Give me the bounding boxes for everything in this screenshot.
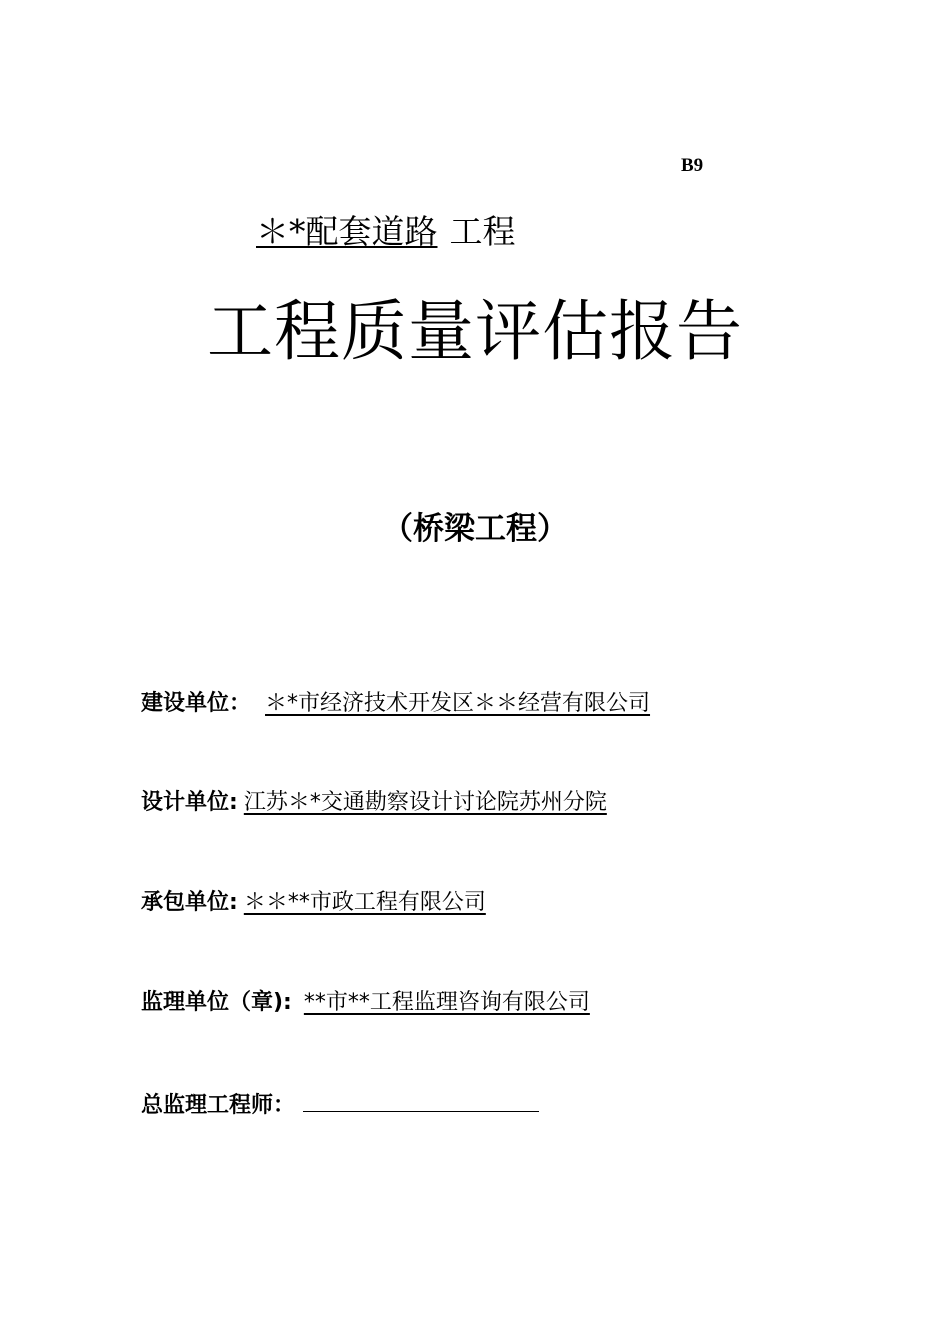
project-title — [256, 212, 516, 252]
design-unit-label: 设计单位: — [141, 790, 238, 815]
contract-unit-value: ＊＊**市政工程有限公司 — [243, 890, 486, 915]
supervise-unit-value: **市**工程监理咨询有限公司 — [303, 990, 590, 1015]
report-subtitle: （桥梁工程） — [382, 511, 568, 547]
contract-unit-label: 承包单位: — [141, 890, 238, 915]
chief-engineer-signature-line — [303, 1089, 539, 1112]
build-unit-row — [141, 689, 650, 719]
chief-engineer-label: 总监理工程师： — [141, 1093, 296, 1118]
document-code: B9 — [681, 155, 704, 176]
supervise-unit-row — [141, 988, 594, 1018]
build-unit-value: ＊*市经济技术开发区＊＊经营有限公司 — [265, 691, 651, 716]
contract-unit-row — [141, 888, 674, 918]
project-name: ＊*配套道路 — [256, 212, 438, 251]
project-suffix: 工程 — [449, 212, 516, 251]
design-unit-value: 江苏＊*交通勘察设计讨论院苏州分院 — [243, 790, 607, 815]
report-title: 工程质量评估报告 — [207, 293, 743, 370]
supervise-unit-label: 监理单位（章): — [141, 990, 292, 1015]
build-unit-label: 建设单位： — [141, 691, 252, 716]
design-unit-row — [141, 788, 607, 818]
chief-engineer-row — [141, 1089, 539, 1121]
